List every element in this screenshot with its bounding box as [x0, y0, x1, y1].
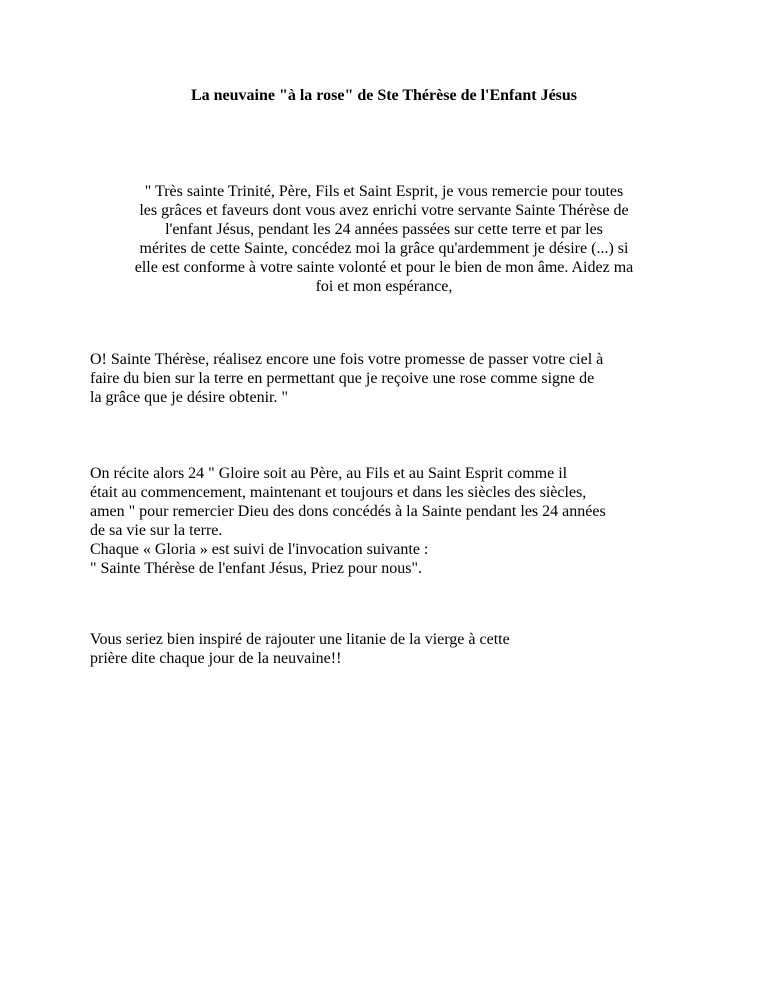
advice-line: prière dite chaque jour de la neuvaine!!: [90, 650, 342, 667]
instruction-line: de sa vie sur la terre.: [90, 522, 223, 539]
instruction-line: Chaque « Gloria » est suivi de l'invocation suivante :: [90, 541, 429, 558]
prayer-line: mérites de cette Sainte, concédez moi la grâce qu'ardemment je désire (...) si: [139, 240, 629, 257]
prayer-line: les grâces et faveurs dont vous avez enrichi votre servante Sainte Thérèse de: [139, 202, 629, 219]
promise-line: O! Sainte Thérèse, réalisez encore une fois votre promesse de passer votre ciel à: [90, 351, 604, 368]
instruction-line: " Sainte Thérèse de l'enfant Jésus, Priez pour nous".: [90, 560, 423, 577]
instruction-line: amen " pour remercier Dieu des dons concédés à la Sainte pendant les 24 années: [90, 503, 606, 520]
prayer-line: " Très sainte Trinité, Père, Fils et Saint Esprit, je vous remercie pour toutes: [144, 183, 624, 200]
prayer-paragraph: [92, 182, 676, 296]
advice-line: Vous seriez bien inspiré de rajouter une litanie de la vierge à cette: [90, 631, 510, 648]
advice-paragraph: [90, 630, 690, 668]
instructions-paragraph: [90, 464, 690, 578]
document-title: La neuvaine "à la rose" de Ste Thérèse de l'Enfant Jésus: [190, 87, 578, 104]
promise-paragraph: [90, 350, 690, 407]
promise-line: la grâce que je désire obtenir. ": [90, 389, 288, 406]
prayer-line: foi et mon espérance,: [315, 278, 453, 295]
prayer-line: elle est conforme à votre sainte volonté et pour le bien de mon âme. Aidez ma: [134, 259, 634, 276]
instruction-line: On récite alors 24 " Gloire soit au Père, au Fils et au Saint Esprit comme il: [90, 465, 568, 482]
prayer-line: l'enfant Jésus, pendant les 24 années passées sur cette terre et par les: [165, 221, 603, 238]
promise-line: faire du bien sur la terre en permettant que je reçoive une rose comme signe de: [90, 370, 595, 387]
instruction-line: était au commencement, maintenant et toujours et dans les siècles des siècles,: [90, 484, 587, 501]
